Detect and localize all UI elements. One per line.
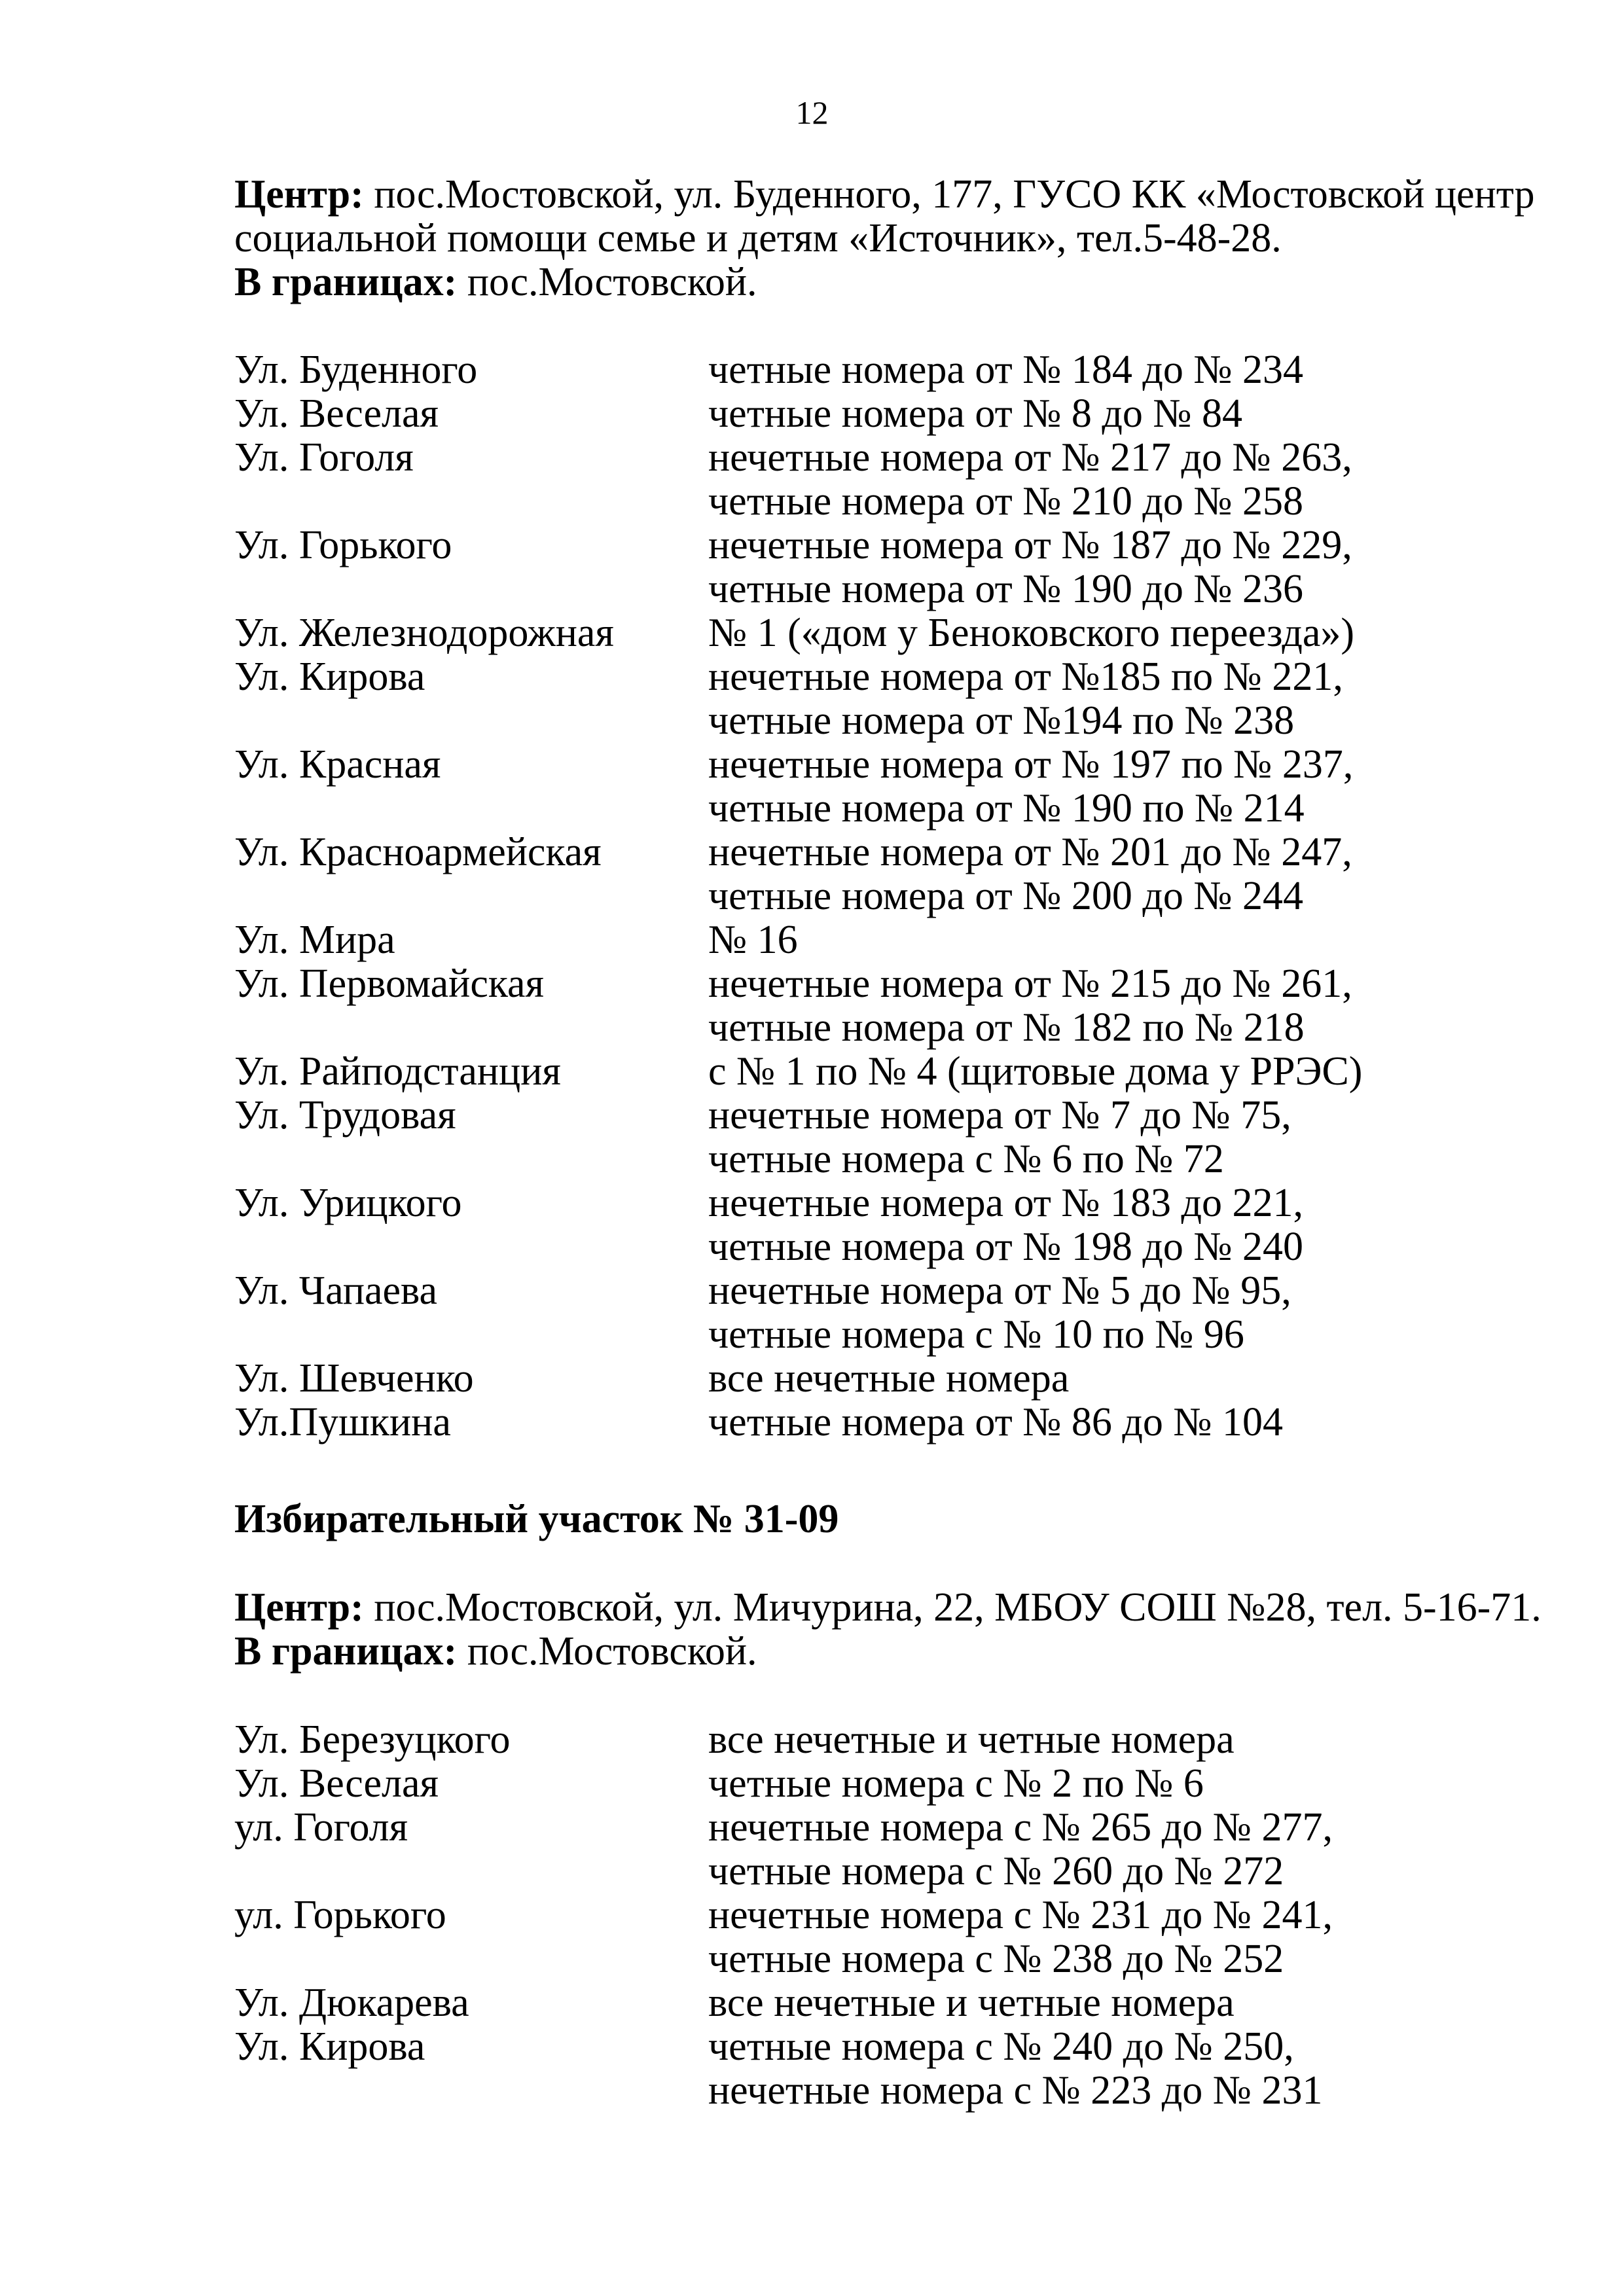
- street-row: [234, 743, 1517, 831]
- house-range: четные номера от № 190 до № 236: [708, 567, 1304, 611]
- street-row: [234, 392, 1517, 436]
- street-row: [234, 1094, 1517, 1181]
- house-range: нечетные номера с № 265 до № 277,: [708, 1805, 1333, 1850]
- house-range: четные номера с № 238 до № 252: [708, 1937, 1284, 1981]
- street-name: Ул. Железнодорожная: [234, 611, 614, 655]
- house-range: четные номера от № 184 до № 234: [708, 348, 1304, 392]
- bounds-label: В границах:: [234, 1629, 458, 1674]
- house-ranges: [708, 436, 1352, 524]
- section2-street-list: [234, 1718, 1517, 2113]
- house-range: четные номера от № 182 по № 218: [708, 1005, 1305, 1050]
- section1-bounds: [234, 260, 1517, 304]
- house-ranges: [708, 1094, 1291, 1181]
- section2-center: [234, 1585, 1542, 1630]
- section2-bounds: [234, 1630, 1517, 1674]
- street-name: Ул. Урицкого: [234, 1181, 462, 1225]
- house-range: четные номера от № 190 по № 214: [708, 786, 1305, 831]
- street-name: Ул. Веселая: [234, 1761, 439, 1806]
- street-name: Ул. Дюкарева: [234, 1981, 469, 2025]
- street-name: Ул. Первомайская: [234, 961, 545, 1006]
- street-row: [234, 436, 1517, 524]
- section2-header: [234, 1498, 1517, 1541]
- street-name: Ул. Гоголя: [234, 435, 414, 480]
- bounds-label: В границах:: [234, 260, 458, 304]
- street-name: Ул.Пушкина: [234, 1400, 451, 1444]
- house-ranges: [708, 831, 1352, 918]
- house-ranges: [708, 1401, 1283, 1444]
- house-ranges: [708, 918, 798, 962]
- street-name: ул. Гоголя: [234, 1805, 408, 1850]
- street-name: Ул. Буденного: [234, 348, 478, 392]
- center-label: Центр:: [234, 1585, 364, 1630]
- house-ranges: [708, 392, 1242, 436]
- house-ranges: [708, 1357, 1069, 1401]
- street-row: [234, 1762, 1517, 1806]
- street-name: Ул. Мира: [234, 918, 395, 962]
- bounds-text: пос.Мостовской.: [457, 260, 757, 304]
- street-row: [234, 524, 1517, 611]
- house-ranges: [708, 1806, 1333, 1893]
- house-range: четные номера от № 198 до № 240: [708, 1225, 1304, 1269]
- house-range: с № 1 по № 4 (щитовые дома у РРЭС): [708, 1049, 1363, 1094]
- street-name: Ул. Горького: [234, 523, 452, 567]
- page-number: 12: [795, 94, 829, 131]
- street-name: Ул. Чапаева: [234, 1268, 438, 1313]
- house-range: нечетные номера от № 7 до № 75,: [708, 1093, 1291, 1138]
- street-name: Ул. Красноармейская: [234, 830, 602, 874]
- house-range: нечетные номера от № 183 до 221,: [708, 1181, 1304, 1225]
- section1-street-list: [234, 348, 1517, 1444]
- house-ranges: [708, 962, 1352, 1050]
- house-range: нечетные номера от № 5 до № 95,: [708, 1268, 1291, 1313]
- street-row: [234, 831, 1517, 918]
- section1-header: [234, 172, 1535, 304]
- house-range: четные номера от № 86 до № 104: [708, 1400, 1284, 1444]
- house-range: четные номера от № 210 до № 258: [708, 479, 1304, 524]
- section2-center-block: [234, 1585, 1542, 1674]
- street-row: [234, 2025, 1517, 2113]
- house-range: четные номера с № 2 по № 6: [708, 1761, 1204, 1806]
- house-range: № 16: [708, 918, 798, 962]
- house-ranges: [708, 1181, 1303, 1269]
- house-ranges: [708, 1762, 1204, 1806]
- street-row: [234, 1806, 1517, 1893]
- house-ranges: [708, 1893, 1333, 1981]
- section1-center: [234, 172, 1535, 217]
- street-row: [234, 1269, 1517, 1357]
- house-range: нечетные номера от № 217 до № 263,: [708, 435, 1352, 480]
- center-text-line1: пос.Мостовской, ул. Буденного, 177, ГУСО КК «Мостовской центр: [363, 172, 1535, 217]
- house-ranges: [708, 2025, 1322, 2113]
- street-name: Ул. Кирова: [234, 655, 425, 699]
- house-range: четные номера с № 10 по № 96: [708, 1312, 1244, 1357]
- house-range: четные номера с № 240 до № 250,: [708, 2024, 1294, 2069]
- street-row: [234, 611, 1517, 655]
- house-ranges: [708, 1718, 1235, 1762]
- house-range: четные номера от № 200 до № 244: [708, 874, 1304, 918]
- house-ranges: [708, 611, 1354, 655]
- street-name: ул. Горького: [234, 1893, 446, 1937]
- house-ranges: [708, 655, 1343, 743]
- street-row: [234, 1981, 1517, 2025]
- house-range: четные номера с № 260 до № 272: [708, 1849, 1284, 1893]
- street-name: Ул. Трудовая: [234, 1093, 456, 1138]
- street-row: [234, 655, 1517, 743]
- house-ranges: [708, 1981, 1235, 2025]
- street-name: Ул. Райподстанция: [234, 1049, 561, 1094]
- street-row: [234, 1718, 1517, 1762]
- bounds-text: пос.Мостовской.: [457, 1629, 757, 1674]
- street-name: Ул. Шевченко: [234, 1356, 474, 1401]
- street-name: Ул. Березуцкого: [234, 1717, 511, 1762]
- center-text-line2: социальной помощи семье и детям «Источник», тел.5-48-28.: [234, 216, 1282, 260]
- house-range: нечетные номера от № 201 до № 247,: [708, 830, 1352, 874]
- center-label: Центр:: [234, 172, 364, 217]
- house-range: четные номера с № 6 по № 72: [708, 1137, 1224, 1181]
- house-range: все нечетные и четные номера: [708, 1981, 1235, 2025]
- house-ranges: [708, 1050, 1362, 1094]
- street-row: [234, 1357, 1517, 1401]
- house-range: № 1 («дом у Беноковского переезда»): [708, 611, 1355, 655]
- street-row: [234, 1050, 1517, 1094]
- street-row: [234, 348, 1517, 392]
- house-range: четные номера от №194 по № 238: [708, 698, 1295, 743]
- street-name: Ул. Кирова: [234, 2024, 425, 2069]
- section2-title: Избирательный участок № 31-09: [234, 1497, 839, 1541]
- house-ranges: [708, 348, 1303, 392]
- house-range: нечетные номера от № 215 до № 261,: [708, 961, 1352, 1006]
- house-ranges: [708, 524, 1352, 611]
- house-range: все нечетные и четные номера: [708, 1717, 1235, 1762]
- house-range: нечетные номера от № 197 по № 237,: [708, 742, 1354, 787]
- street-name: Ул. Веселая: [234, 391, 439, 436]
- street-row: [234, 918, 1517, 962]
- street-row: [234, 962, 1517, 1050]
- street-row: [234, 1401, 1517, 1444]
- house-range: нечетные номера с № 231 до № 241,: [708, 1893, 1333, 1937]
- house-ranges: [708, 743, 1353, 831]
- house-range: нечетные номера с № 223 до № 231: [708, 2068, 1323, 2113]
- street-name: Ул. Красная: [234, 742, 441, 787]
- house-range: четные номера от № 8 до № 84: [708, 391, 1243, 436]
- house-range: нечетные номера от № 187 до № 229,: [708, 523, 1352, 567]
- street-row: [234, 1181, 1517, 1269]
- center-text: пос.Мостовской, ул. Мичурина, 22, МБОУ СОШ №28, тел. 5-16-71.: [363, 1585, 1542, 1630]
- house-range: все нечетные номера: [708, 1356, 1070, 1401]
- house-ranges: [708, 1269, 1291, 1357]
- house-range: нечетные номера от №185 по № 221,: [708, 655, 1343, 699]
- street-row: [234, 1893, 1517, 1981]
